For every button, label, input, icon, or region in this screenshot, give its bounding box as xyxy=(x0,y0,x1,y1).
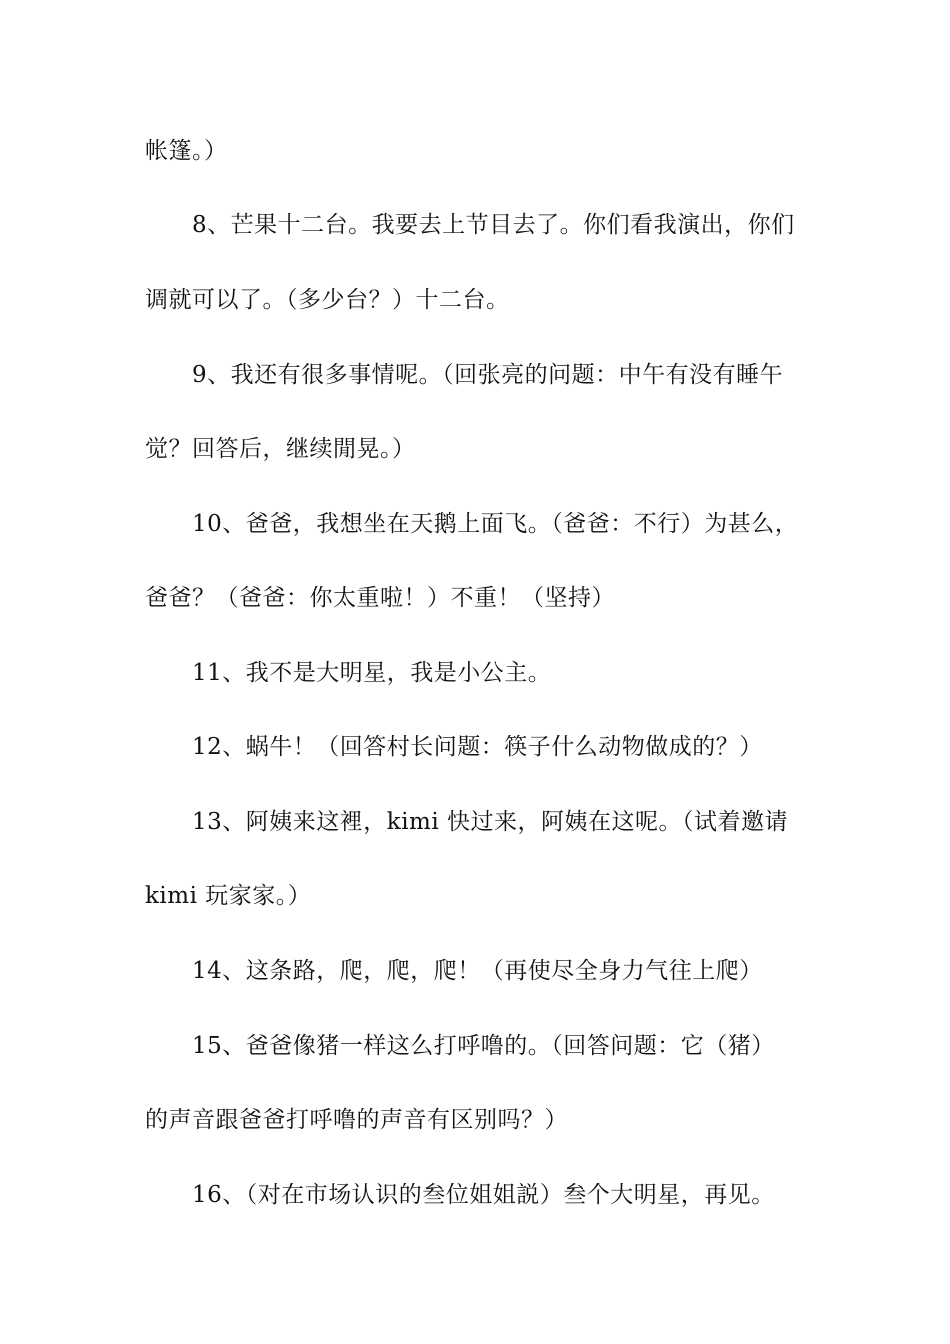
text-line-13: 15、爸爸像猪一样这么打呼噜的。（回答问题：它（猪） xyxy=(192,1033,775,1059)
text-line-6: 10、爸爸，我想坐在天鹅上面飞。（爸爸：不行）为甚么， xyxy=(192,511,799,537)
text-line-7: 爸爸？（爸爸：你太重啦！）不重！（坚持） xyxy=(145,585,615,611)
text-line-11: kimi 玩家家。） xyxy=(145,883,312,909)
text-line-5: 觉？回答后，继续閒晃。） xyxy=(145,436,416,462)
text-line-15: 16、（对在市场认识的叁位姐姐説）叁个大明星，再见。 xyxy=(192,1182,775,1208)
text-line-10: 13、阿姨来这裡，kimi 快过来，阿姨在这呢。（试着邀请 xyxy=(192,809,789,835)
text-line-14: 的声音跟爸爸打呼噜的声音有区别吗？） xyxy=(145,1107,568,1133)
text-line-9: 12、蜗牛！（回答村长问题：筷子什么动物做成的？） xyxy=(192,734,763,760)
text-line-1: 帐篷。） xyxy=(145,138,228,164)
text-line-3: 调就可以了。（多少台？）十二台。 xyxy=(145,287,510,313)
text-line-12: 14、这条路，爬，爬，爬！（再使尽全身力气往上爬） xyxy=(192,958,763,984)
text-line-4: 9、我还有很多事情呢。（回张亮的问题：中午有没有睡午 xyxy=(192,362,784,388)
text-line-2: 8、芒果十二台。我要去上节目去了。你们看我演出，你们 xyxy=(192,212,795,238)
text-line-8: 11、我不是大明星，我是小公主。 xyxy=(192,660,552,686)
